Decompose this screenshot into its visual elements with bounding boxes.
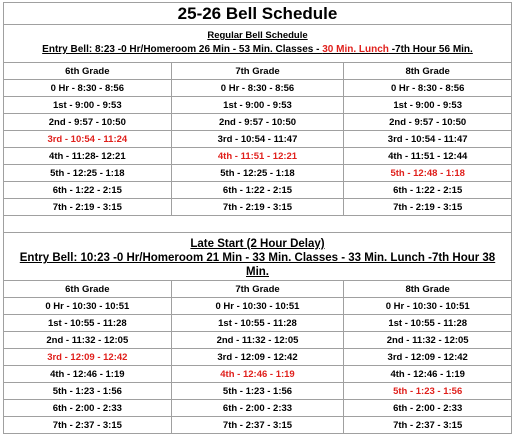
table-cell: 5th - 1:23 - 1:56: [4, 383, 172, 400]
late-start-table: [3, 280, 512, 434]
table-cell: 1st - 10:55 - 11:28: [344, 315, 512, 332]
table-cell: 3rd - 12:09 - 12:42: [344, 349, 512, 366]
column-header-7th: 7th Grade: [171, 63, 344, 80]
regular-entry-end-text: -7th Hour 56 Min.: [388, 44, 473, 55]
table-cell: 3rd - 10:54 - 11:47: [171, 131, 344, 148]
table-row: [4, 366, 512, 383]
table-cell: 7th - 2:19 - 3:15: [4, 199, 172, 216]
regular-entry-bell: [4, 43, 511, 57]
table-cell: 7th - 2:37 - 3:15: [344, 417, 512, 434]
regular-lunch-text: 30 Min. Lunch: [322, 44, 389, 55]
column-header-6th: 6th Grade: [4, 281, 172, 298]
table-row: [4, 349, 512, 366]
table-row: [4, 383, 512, 400]
table-cell: 2nd - 9:57 - 10:50: [4, 114, 172, 131]
lunch-cell: 5th - 12:48 - 1:18: [344, 165, 512, 182]
late-start-header: [3, 232, 512, 280]
table-cell: 2nd - 9:57 - 10:50: [344, 114, 512, 131]
page-title: 25-26 Bell Schedule: [3, 2, 512, 24]
table-cell: 4th - 12:46 - 1:19: [4, 366, 172, 383]
lunch-cell: 4th - 11:51 - 12:21: [171, 148, 344, 165]
table-cell: 6th - 1:22 - 2:15: [344, 182, 512, 199]
regular-entry-text: Entry Bell: 8:23 -0 Hr/Homeroom 26 Min - 53 Min. Classes -: [42, 44, 323, 55]
table-cell: 2nd - 11:32 - 12:05: [4, 332, 172, 349]
table-cell: 0 Hr - 8:30 - 8:56: [171, 80, 344, 97]
table-row: [4, 148, 512, 165]
table-cell: 1st - 9:00 - 9:53: [344, 97, 512, 114]
table-cell: 2nd - 11:32 - 12:05: [344, 332, 512, 349]
table-cell: 2nd - 11:32 - 12:05: [171, 332, 344, 349]
table-cell: 6th - 1:22 - 2:15: [4, 182, 172, 199]
column-header-6th: 6th Grade: [4, 63, 172, 80]
late-entry-bell: Entry Bell: 10:23 -0 Hr/Homeroom 21 Min - 33 Min. Classes - 33 Min. Lunch -7th Hour 38 Min.: [19, 252, 496, 278]
table-row: [4, 199, 512, 216]
table-header-row: [4, 281, 512, 298]
regular-schedule-header: [3, 24, 512, 62]
table-cell: 0 Hr - 8:30 - 8:56: [4, 80, 172, 97]
lunch-cell: 3rd - 10:54 - 11:24: [4, 131, 172, 148]
late-start-title: Late Start (2 Hour Delay): [190, 238, 325, 250]
column-header-8th: 8th Grade: [344, 281, 512, 298]
table-cell: 4th - 11:28- 12:21: [4, 148, 172, 165]
lunch-cell: 4th - 12:46 - 1:19: [171, 366, 344, 383]
column-header-8th: 8th Grade: [344, 63, 512, 80]
table-row: [4, 80, 512, 97]
table-row: [4, 114, 512, 131]
table-cell: 7th - 2:37 - 3:15: [171, 417, 344, 434]
column-header-7th: 7th Grade: [171, 281, 344, 298]
table-cell: 2nd - 9:57 - 10:50: [171, 114, 344, 131]
table-cell: 5th - 12:25 - 1:18: [4, 165, 172, 182]
table-cell: 1st - 9:00 - 9:53: [4, 97, 172, 114]
table-cell: 4th - 12:46 - 1:19: [344, 366, 512, 383]
table-cell: 7th - 2:37 - 3:15: [4, 417, 172, 434]
table-cell: 1st - 9:00 - 9:53: [171, 97, 344, 114]
table-cell: 1st - 10:55 - 11:28: [4, 315, 172, 332]
table-cell: 5th - 1:23 - 1:56: [171, 383, 344, 400]
lunch-cell: 3rd - 12:09 - 12:42: [4, 349, 172, 366]
table-cell: 6th - 2:00 - 2:33: [171, 400, 344, 417]
lunch-cell: 5th - 1:23 - 1:56: [344, 383, 512, 400]
table-row: [4, 298, 512, 315]
table-cell: 6th - 2:00 - 2:33: [344, 400, 512, 417]
table-cell: 6th - 1:22 - 2:15: [171, 182, 344, 199]
table-row: [4, 332, 512, 349]
table-cell: 7th - 2:19 - 3:15: [171, 199, 344, 216]
table-row: [4, 417, 512, 434]
table-cell: 1st - 10:55 - 11:28: [171, 315, 344, 332]
table-cell: 0 Hr - 10:30 - 10:51: [344, 298, 512, 315]
table-cell: 0 Hr - 10:30 - 10:51: [4, 298, 172, 315]
table-cell: 0 Hr - 10:30 - 10:51: [171, 298, 344, 315]
table-cell: 4th - 11:51 - 12:44: [344, 148, 512, 165]
table-cell: 3rd - 10:54 - 11:47: [344, 131, 512, 148]
table-cell: 7th - 2:19 - 3:15: [344, 199, 512, 216]
table-row: [4, 400, 512, 417]
table-cell: 0 Hr - 8:30 - 8:56: [344, 80, 512, 97]
table-row: [4, 315, 512, 332]
table-row: [4, 165, 512, 182]
section-spacer: [3, 214, 512, 232]
table-row: [4, 182, 512, 199]
table-cell: 3rd - 12:09 - 12:42: [171, 349, 344, 366]
regular-schedule-subtitle: Regular Bell Schedule: [207, 30, 308, 41]
table-header-row: [4, 63, 512, 80]
table-row: [4, 131, 512, 148]
regular-schedule-table: [3, 62, 512, 216]
table-cell: 5th - 12:25 - 1:18: [171, 165, 344, 182]
table-row: [4, 97, 512, 114]
table-cell: 6th - 2:00 - 2:33: [4, 400, 172, 417]
